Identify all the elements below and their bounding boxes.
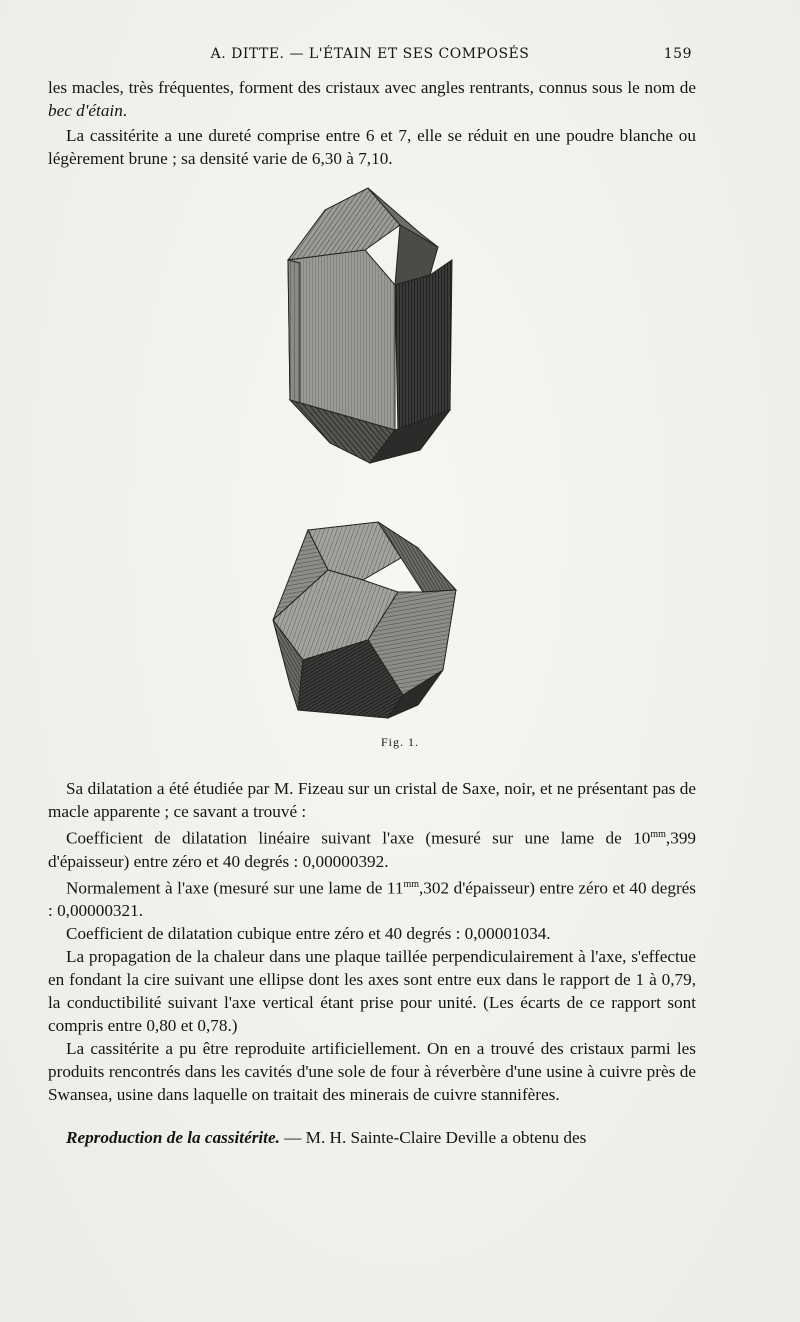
figure-caption: Fig. 1. <box>380 735 419 749</box>
italic-term: bec d'étain <box>48 101 123 120</box>
running-header <box>48 46 692 70</box>
twinned-crystal-illustration <box>268 520 463 722</box>
paragraph-reproduction-swansea: La cassitérite a pu être reproduite artificiellement. On en a trouvé des cristaux parmi les produits rencontrés dans les cavités d'une sole de four à réverbère d'une usine à cuivre près de Swansea, usine dans laquelle on traitait des minerais de cuivre stannifères. <box>48 1039 696 1105</box>
paragraph-coef-lineaire <box>48 823 696 873</box>
paragraph-dilatation: Sa dilatation a été étudiée par M. Fizeau sur un cristal de Saxe, noir, et ne présentant pas de macle apparente ; ce savant a trouvé : <box>48 779 696 821</box>
paragraph-durete: La cassitérite a une dureté comprise entre 6 et 7, elle se réduit en une poudre blanche ou légèrement brune ; sa densité varie de 6,30 à 7,10. <box>48 126 696 168</box>
paragraph-text: — M. H. Sainte-Claire Deville a obtenu des <box>279 1128 587 1148</box>
paragraph-text: les macles, très fréquentes, forment des cristaux avec angles rentrants, connus sous le nom de <box>48 78 696 97</box>
paragraph-text: Coefficient de dilatation linéaire suivant l'axe (mesuré sur une lame de 10 <box>66 828 651 848</box>
running-title: A. DITTE. — L'ÉTAIN ET SES COMPOSÉS <box>210 46 530 62</box>
top-text <box>48 76 696 170</box>
paragraph-text: . <box>122 101 128 120</box>
unit-superscript: mm <box>650 829 666 840</box>
paragraph-text: Normalement à l'axe (mesuré sur une lame de 11 <box>66 878 404 898</box>
paragraph-coef-cubique: Coefficient de dilatation cubique entre zéro et 40 degrés : 0,00001034. <box>66 924 551 944</box>
paragraph-macles <box>48 76 696 122</box>
paragraph-reproduction-heading <box>48 1126 696 1149</box>
paragraph-text: ,302 d'épaisseur) entre zéro et 40 degrés : 0,00000321. <box>48 878 696 921</box>
unit-superscript: mm <box>403 878 419 890</box>
paragraph-normalement <box>48 873 696 923</box>
page-number: 159 <box>663 46 692 62</box>
section-heading: Reproduction de la cassitérite. <box>66 1128 280 1148</box>
paragraph-text: ,399 d'épaisseur) entre zéro et 40 degrés : 0,00000392. <box>48 828 696 871</box>
prismatic-crystal-illustration <box>270 185 470 470</box>
main-text <box>48 777 696 1149</box>
paragraph-propagation: La propagation de la chaleur dans une plaque taillée perpendiculairement à l'axe, s'effectue en fondant la cire suivant une ellipse dont les axes sont entre eux dans le rapport de 1 à 0,79, la conductibilité suivant l'axe vertical étant prise pour unité. (Les écarts de ce rapport sont compris entre 0,80 et 0,78.) <box>48 947 696 1036</box>
